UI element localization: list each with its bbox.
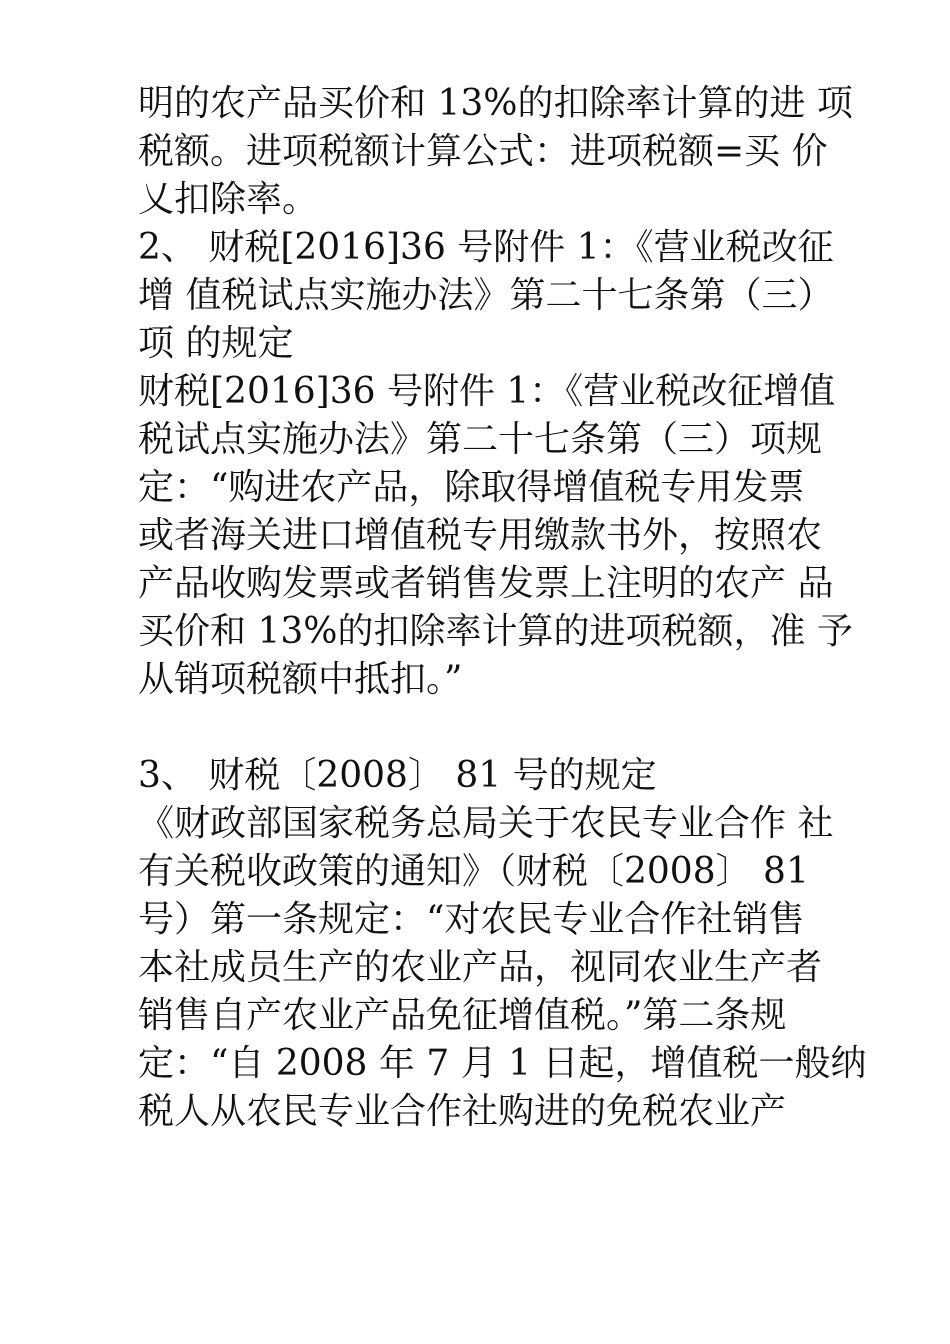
text-line: 本社成员生产的农业产品，视同农业生产者 <box>138 947 823 988</box>
text-line: 《财政部国家税务总局关于农民专业合作 社 <box>138 803 834 844</box>
text-line: 税人从农民专业合作社购进的免税农业产 <box>138 1091 787 1132</box>
text-line: 买价和 13%的扣除率计算的进项税额，准 予 <box>138 611 853 652</box>
text-line: 从销项税额中抵扣。” <box>138 659 463 700</box>
section-heading-2: 项 的规定 <box>138 323 294 364</box>
text-line: 产品收购发票或者销售发票上注明的农产 品 <box>138 563 834 604</box>
text-line: 财税[2016]36 号附件 1：《营业税改征增值 <box>138 371 836 412</box>
text-line: 定：“购进农产品，除取得增值税专用发票 <box>138 467 805 508</box>
blank-line <box>138 704 838 752</box>
text-line: 明的农产品买价和 13%的扣除率计算的进 项 <box>138 83 853 124</box>
document-body <box>138 80 867 1136</box>
section-heading-2: 2、 财税[2016]36 号附件 1：《营业税改征 <box>138 227 834 268</box>
text-line: 有关税收政策的通知》（财税〔2008〕 81 <box>138 851 809 892</box>
section-heading-2: 增 值税试点实施办法》第二十七条第（三） <box>138 275 834 316</box>
text-line: 销售自产农业产品免征增值税。”第二条规 <box>138 995 787 1036</box>
text-line: 或者海关进口增值税专用缴款书外，按照农 <box>138 515 823 556</box>
text-line: 号）第一条规定：“对农民专业合作社销售 <box>138 899 805 940</box>
text-line: 税额。进项税额计算公式：进项税额=买 价 <box>138 131 828 172</box>
text-line: 定：“自 2008 年 7 月 1 日起，增值税一般纳 <box>138 1043 867 1084</box>
text-line: 乂扣除率。 <box>138 179 319 220</box>
section-heading-3: 3、 财税〔2008〕 81 号的规定 <box>138 755 657 796</box>
text-line: 税试点实施办法》第二十七条第（三）项规 <box>138 419 823 460</box>
